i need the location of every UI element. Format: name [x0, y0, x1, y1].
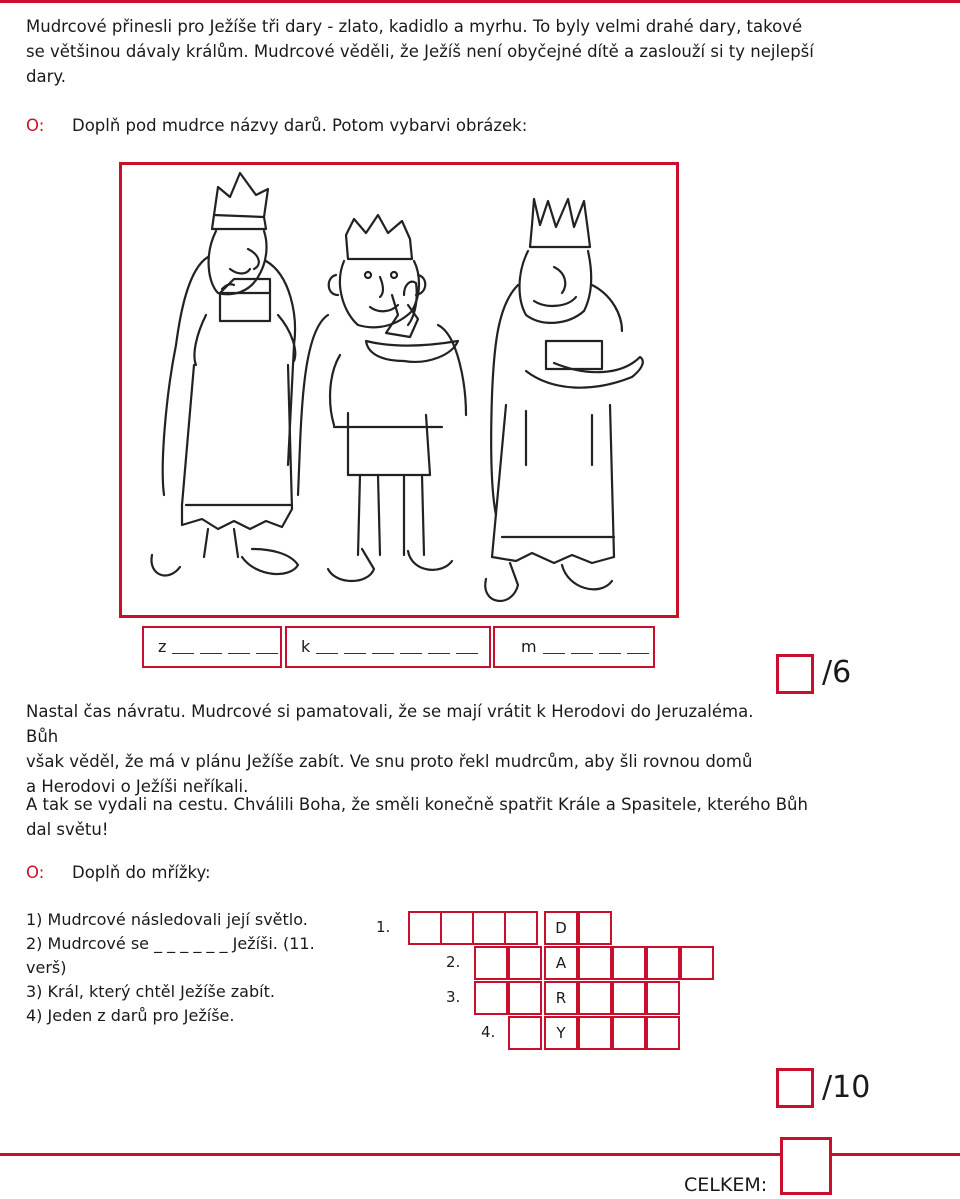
clue-line: 1) Mudrcové následovali její světlo.	[26, 910, 308, 929]
crossword-solution-cell[interactable]: Y	[544, 1016, 578, 1050]
return-line: však věděl, že má v plánu Ježíše zabít. Ve snu proto řekl mudrcům, aby šli rovnou domů	[26, 752, 753, 771]
return-line: Nastal čas návratu. Mudrcové si pamatovali, že se mají vrátit k Herodovi do Jeruzaléma. Bůh	[26, 702, 754, 746]
crossword-cell[interactable]	[578, 1016, 612, 1050]
answer-letter: k	[301, 637, 311, 656]
crossword-cell[interactable]	[612, 981, 646, 1015]
task1-instruction: Doplň pod mudrce názvy darů. Potom vybarvi obrázek:	[72, 116, 528, 135]
answer-letter: z	[158, 637, 167, 656]
return-line: a Herodovi o Ježíši neříkali.	[26, 777, 249, 796]
crossword-solution-cell[interactable]: A	[544, 946, 578, 980]
clue-line: verš)	[26, 958, 67, 977]
crossword-cell[interactable]	[408, 911, 442, 945]
answer-letter: m	[521, 637, 537, 656]
crossword-cell[interactable]	[508, 1016, 542, 1050]
crossword-solution-cell[interactable]: R	[544, 981, 578, 1015]
crossword-cell[interactable]	[504, 911, 538, 945]
crossword-cell[interactable]	[508, 981, 542, 1015]
task-marker: O:	[26, 863, 45, 882]
crossword-cell[interactable]	[578, 981, 612, 1015]
intro-line: Mudrcové přinesli pro Ježíše tři dary - zlato, kadidlo a myrhu. To byly velmi drahé dary, takové	[26, 17, 803, 36]
crossword-cell[interactable]	[472, 911, 506, 945]
crossword-cell[interactable]	[680, 946, 714, 980]
crossword-cell[interactable]	[612, 1016, 646, 1050]
row-number-2: 2.	[446, 953, 461, 971]
crossword-cell[interactable]	[646, 946, 680, 980]
crossword-cell[interactable]	[612, 946, 646, 980]
score-max-1: /6	[822, 655, 852, 690]
score-box-2[interactable]	[776, 1068, 814, 1108]
row-number-3: 3.	[446, 988, 461, 1006]
total-label: CELKEM:	[684, 1174, 768, 1196]
clue-line: 3) Král, který chtěl Ježíše zabít.	[26, 982, 275, 1001]
clue-line: 4) Jeden z darů pro Ježíše.	[26, 1006, 235, 1025]
intro-line: se většinou dávaly králům. Mudrcové věděli, že Ježíš není obyčejné dítě a zaslouží si ty nejlepší	[26, 42, 814, 61]
task2-instruction: Doplň do mřížky:	[72, 863, 211, 882]
journey-line: dal světu!	[26, 820, 109, 839]
score-max-2: /10	[822, 1070, 871, 1105]
crossword-solution-cell[interactable]: D	[544, 911, 578, 945]
journey-line: A tak se vydali na cestu. Chválili Boha, že směli konečně spatřit Krále a Spasitele, kterého Bůh	[26, 795, 808, 814]
crossword-cell[interactable]	[474, 946, 508, 980]
crossword-cell[interactable]	[646, 981, 680, 1015]
crossword-cell[interactable]	[646, 1016, 680, 1050]
crossword-cell[interactable]	[440, 911, 474, 945]
row-number-1: 1.	[376, 918, 391, 936]
total-score-box[interactable]	[780, 1137, 832, 1195]
intro-line: dary.	[26, 67, 67, 86]
task-marker: O:	[26, 116, 45, 135]
crossword-cell[interactable]	[474, 981, 508, 1015]
row-number-4: 4.	[481, 1023, 496, 1041]
crossword-cell[interactable]	[578, 911, 612, 945]
clue-line: 2) Mudrcové se _ _ _ _ _ _ Ježíši. (11.	[26, 934, 315, 953]
crossword-cell[interactable]	[578, 946, 612, 980]
crossword-cell[interactable]	[508, 946, 542, 980]
